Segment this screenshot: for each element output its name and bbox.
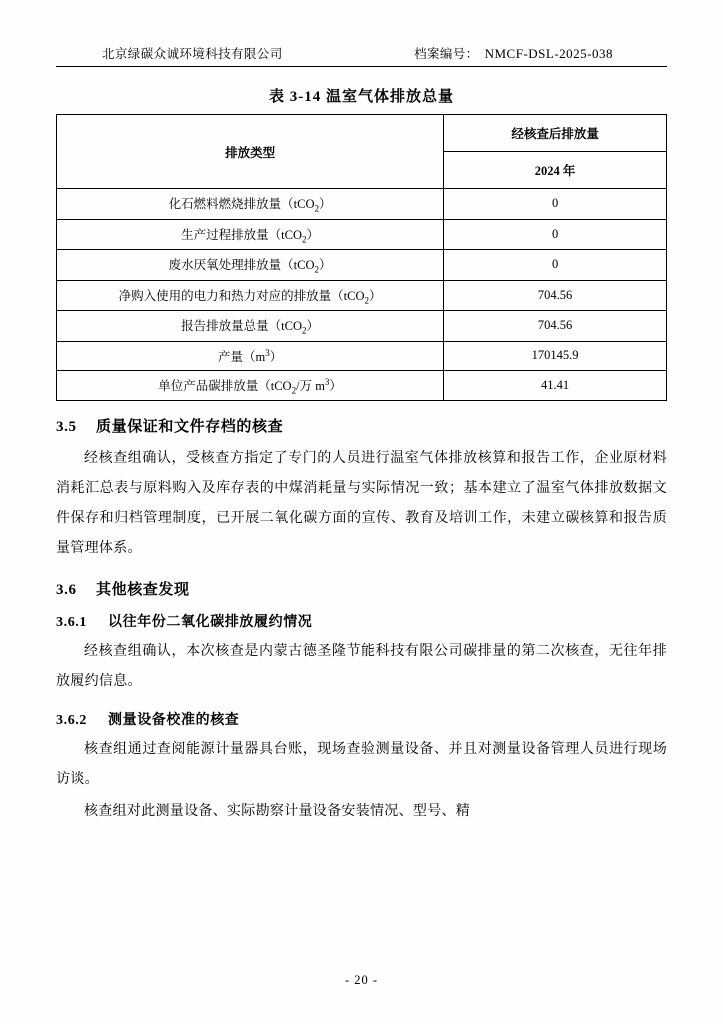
subsection-title: 测量设备校准的核查 <box>108 713 240 728</box>
paragraph: 核查组通过查阅能源计量器具台账，现场查验测量设备、并且对测量设备管理人员进行现场访谈。 <box>56 742 667 787</box>
paragraph: 核查组对此测量设备、实际勘察计量设备安装情况、型号、精 <box>84 804 471 819</box>
row-value: 0 <box>444 250 667 281</box>
row-value: 704.56 <box>444 311 667 342</box>
subsection-heading-3-6-2 <box>56 709 667 729</box>
subsection-heading-3-6-1 <box>56 611 667 631</box>
section-title: 质量保证和文件存档的核查 <box>96 419 284 435</box>
table-row <box>57 370 667 401</box>
row-label: 生产过程排放量（tCO$_2$） <box>57 219 444 250</box>
subsection-number: 3.6.1 <box>56 615 87 630</box>
row-value: 0 <box>444 219 667 250</box>
row-label: 化石燃料燃烧排放量（tCO$_2$） <box>57 189 444 220</box>
section-heading-3-5 <box>56 415 667 436</box>
ghg-emissions-table <box>56 114 667 401</box>
paragraph: 经核查组确认，受核查方指定了专门的人员进行温室气体排放核算和报告工作，企业原材料消耗汇总表与原料购入及库存表的中煤消耗量与实际情况一致；基本建立了温室气体排放数据文件保存和归档管理制度，已开展二氧化碳方面的宣传、教育及培训工作，未建立碳核算和报告质量管理体系。 <box>56 451 667 556</box>
table-caption: 表 3-14 温室气体排放总量 <box>269 89 454 105</box>
row-label: 报告排放量总量（tCO$_2$） <box>57 311 444 342</box>
table-row <box>57 189 667 220</box>
table-header-emission-type: 排放类型 <box>57 115 444 189</box>
table-header-row-1 <box>57 115 667 152</box>
table-row <box>57 311 667 342</box>
row-label: 净购入使用的电力和热力对应的排放量（tCO$_2$） <box>57 280 444 311</box>
table-row <box>57 250 667 281</box>
header-doc-label: 档案编号： <box>414 47 479 61</box>
header-doc-number: NMCF-DSL-2025-038 <box>484 46 613 61</box>
row-label: 产量$(m^3)$ <box>57 341 444 370</box>
row-label: 废水厌氧处理排放量（tCO$_2$） <box>57 250 444 281</box>
table-header-year: 2024 年 <box>444 152 667 189</box>
row-value: 0 <box>444 189 667 220</box>
section-number: 3.5 <box>56 419 77 435</box>
paragraph: 经核查组确认，本次核查是内蒙古德圣隆节能科技有限公司碳排量的第二次核查，无往年排放履约信息。 <box>56 644 667 689</box>
page-header <box>56 44 667 67</box>
row-value: 170145.9 <box>444 341 667 370</box>
header-organization: 北京绿碳众诚环境科技有限公司 <box>102 47 283 61</box>
section-heading-3-6 <box>56 578 667 599</box>
subsection-title: 以往年份二氧化碳排放履约情况 <box>108 615 313 630</box>
page-number: - 20 - <box>344 973 379 987</box>
page-footer <box>0 973 723 988</box>
table-row <box>57 341 667 370</box>
row-label: 单位产品碳排放量（tCO$_2$/万 $m^3$） <box>57 370 444 401</box>
table-header-verified-emissions: 经核查后排放量 <box>444 115 667 152</box>
row-value: 704.56 <box>444 280 667 311</box>
table-row <box>57 219 667 250</box>
section-title: 其他核查发现 <box>96 582 190 598</box>
subsection-number: 3.6.2 <box>56 713 87 728</box>
section-number: 3.6 <box>56 582 77 598</box>
row-value: 41.41 <box>444 370 667 401</box>
table-row <box>57 280 667 311</box>
